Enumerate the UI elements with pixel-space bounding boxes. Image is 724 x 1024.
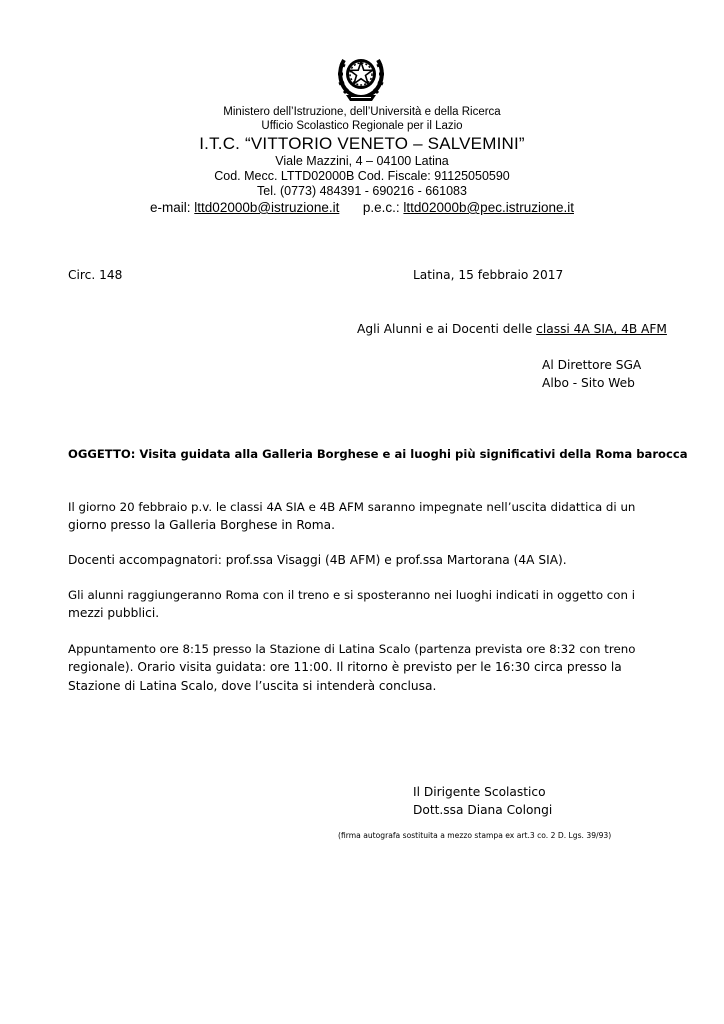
contact-line xyxy=(0,200,724,215)
school-phones: Tel. (0773) 484391 - 690216 - 661083 xyxy=(257,184,467,198)
body-p1-line1: Il giorno 20 febbraio p.v. le classi 4A SIA e 4B AFM saranno impegnate nell’uscita didattica di un xyxy=(68,500,636,514)
recipients-prefix: Agli Alunni e ai Docenti delle xyxy=(357,322,533,336)
recipients-classes: classi 4A SIA, 4B AFM xyxy=(536,322,667,336)
pec-link[interactable]: lttd02000b@pec.istruzione.it xyxy=(403,200,574,215)
recipient-notice-board: Albo - Sito Web xyxy=(542,376,635,390)
school-address: Viale Mazzini, 4 – 04100 Latina xyxy=(275,154,449,168)
signature-note: (firma autografa sostituita a mezzo stampa ex art.3 co. 2 D. Lgs. 39/93) xyxy=(338,831,612,840)
body-p4-line1: Appuntamento ore 8:15 presso la Stazione di Latina Scalo (partenza prevista ore 8:32 con treno xyxy=(68,642,636,656)
body-p2: Docenti accompagnatori: prof.ssa Visaggi (4B AFM) e prof.ssa Martorana (4A SIA). xyxy=(68,553,567,567)
regional-office-line: Ufficio Scolastico Regionale per il Lazio xyxy=(261,120,463,132)
ministry-line: Ministero dell’Istruzione, dell’Università e della Ricerca xyxy=(223,106,501,118)
circular-number: Circ. 148 xyxy=(68,268,123,282)
republic-emblem-icon xyxy=(336,48,386,104)
body-p1-line2: giorno presso la Galleria Borghese in Roma. xyxy=(68,518,335,532)
place-date: Latina, 15 febbraio 2017 xyxy=(413,268,564,282)
recipient-director: Al Direttore SGA xyxy=(542,358,642,372)
signature-role: Il Dirigente Scolastico xyxy=(413,785,546,799)
subject-line: OGGETTO: Visita guidata alla Galleria Borghese e ai luoghi più significativi della Roma barocca xyxy=(68,447,688,461)
email-label: e-mail: xyxy=(150,200,191,215)
school-name: I.T.C. “VITTORIO VENETO – SALVEMINI” xyxy=(199,134,525,153)
signature-name: Dott.ssa Diana Colongi xyxy=(413,803,553,817)
body-p3-line1: Gli alunni raggiungeranno Roma con il treno e si sposteranno nei luoghi indicati in oggetto con i xyxy=(68,588,636,602)
body-p4-line3: Stazione di Latina Scalo, dove l’uscita si intenderà conclusa. xyxy=(68,679,437,693)
pec-label: p.e.c.: xyxy=(362,200,400,215)
recipients-students-teachers xyxy=(357,319,667,339)
body-p3-line2: mezzi pubblici. xyxy=(68,606,160,620)
body-p4-line2: regionale). Orario visita guidata: ore 11:00. Il ritorno è previsto per le 16:30 circa presso la xyxy=(68,660,622,674)
school-codes: Cod. Mecc. LTTD02000B Cod. Fiscale: 91125050590 xyxy=(214,169,510,183)
email-link[interactable]: lttd02000b@istruzione.it xyxy=(194,200,340,215)
